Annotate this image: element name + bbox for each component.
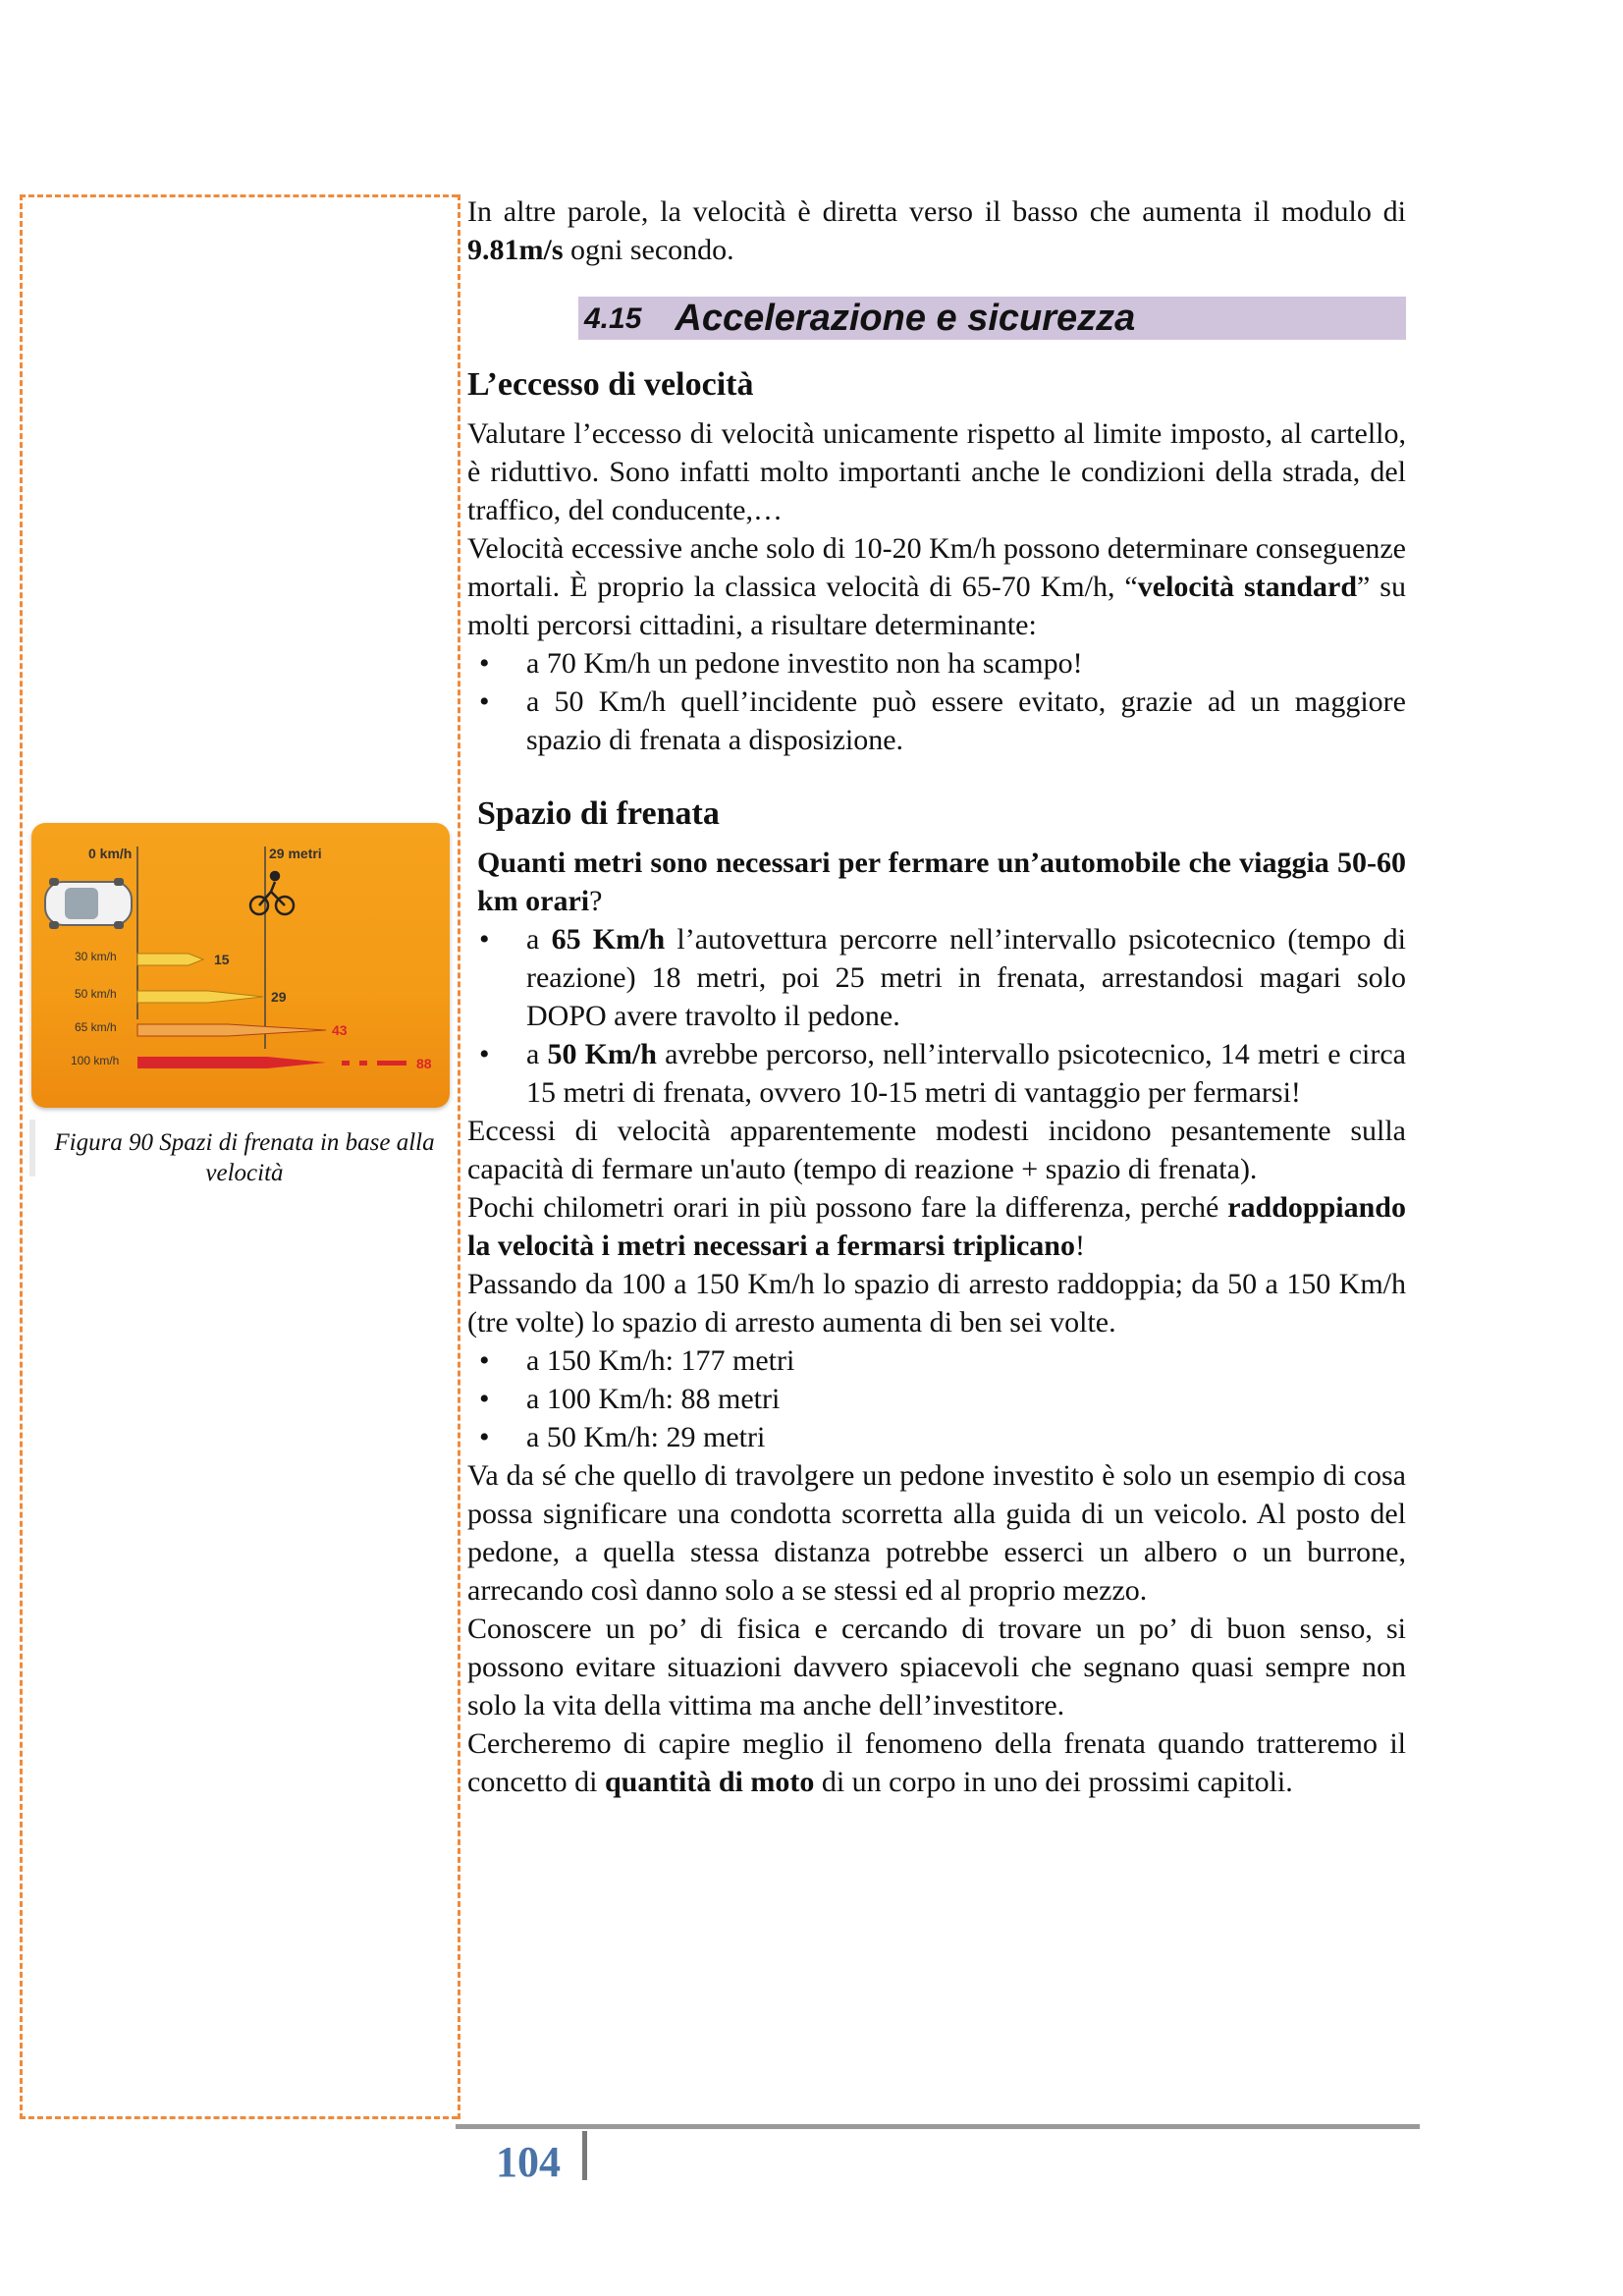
b2-bold: 50 Km/h — [547, 1038, 657, 1070]
list-item — [467, 683, 1406, 759]
heading-eccesso: L’eccesso di velocità — [467, 366, 754, 403]
main-text-column — [467, 192, 1406, 1801]
eccesso-paragraph-2 — [467, 529, 1406, 644]
row-50 — [75, 987, 287, 1005]
list-item — [467, 1341, 1406, 1380]
intro-bold: 9.81m/s — [467, 234, 564, 266]
bullet-icon: • — [479, 1344, 490, 1377]
list-item — [467, 920, 1406, 1035]
page-number-bar — [582, 2131, 587, 2180]
eccesso-paragraph-1: Valutare l’eccesso di velocità unicamente rispetto al limite imposto, al cartello, è riduttivo. Sono infatti molto importanti anche le condizioni della strada, del traffico, del conducente,… — [467, 417, 1406, 526]
figure-label-0kmh: 0 km/h — [88, 846, 133, 861]
row-100 — [71, 1054, 432, 1071]
row-65 — [75, 1020, 348, 1038]
row-value: 15 — [214, 952, 230, 967]
bullet-icon: • — [479, 923, 490, 956]
figure-label-29m: 29 metri — [269, 846, 322, 861]
figure-caption: Figura 90 Spazi di frenata in base alla velocità — [54, 1129, 435, 1186]
frenata-paragraph-5: Conoscere un po’ di fisica e cercando di trovare un po’ di buon senso, si possono evitare situazioni davvero spiacevoli che segnano quasi sempre non solo la vita della vittima ma anche dell’investitore. — [467, 1613, 1406, 1722]
eccesso-p2-b: ” su molti percorsi cittadini, a risultare determinante: — [467, 571, 1406, 641]
frenata-paragraph-2 — [467, 1188, 1406, 1265]
b2-text: avrebbe percorso, nell’intervallo psicotecnico, 14 metri e circa 15 metri di frenata, ovvero 10-15 metri di vantaggio per fermarsi! — [526, 1038, 1406, 1109]
row-speed-label: 50 km/h — [75, 987, 117, 1001]
p2-a: Pochi chilometri orari in più possono fare la differenza, perché — [467, 1191, 1228, 1224]
distance-list — [467, 1341, 1406, 1456]
bullet-icon: • — [479, 1383, 490, 1415]
braking-distance-figure — [31, 823, 450, 1108]
list-item — [467, 1418, 1406, 1456]
row-speed-label: 65 km/h — [75, 1020, 117, 1034]
frenata-paragraph-6 — [467, 1724, 1406, 1801]
margin-divider — [458, 194, 460, 2119]
eccesso-p2-a: Velocità eccessive anche solo di 10-20 Km/h possono determinare conseguenze mortali. È proprio la classica velocità di 65-70 Km/h, “ — [467, 532, 1406, 603]
braking-distance-illustration — [31, 823, 450, 1108]
list-item-text: a 50 Km/h quell’incidente può essere evitato, grazie ad un maggiore spazio di frenata a disposizione. — [526, 685, 1406, 756]
row-value: 88 — [416, 1056, 432, 1071]
bullet-icon: • — [479, 685, 490, 718]
b1-pre: a — [526, 923, 552, 956]
page-number: 104 — [496, 2138, 561, 2186]
eccesso-bullets — [467, 644, 1406, 759]
intro-text: In altre parole, la velocità è diretta verso il basso che aumenta il modulo di — [467, 195, 1406, 228]
bullet-icon: • — [479, 1421, 490, 1453]
frenata-paragraph-3: Passando da 100 a 150 Km/h lo spazio di arresto raddoppia; da 50 a 150 Km/h (tre volte) lo spazio di arresto aumenta di ben sei volte. — [467, 1268, 1406, 1339]
list-item-text: a 70 Km/h un pedone investito non ha scampo! — [526, 647, 1083, 680]
row-value: 43 — [332, 1022, 348, 1038]
intro-paragraph — [467, 192, 1406, 269]
cyclist-icon — [250, 872, 294, 914]
p2-bold: raddoppiando la velocità i metri necessari a fermarsi triplicano — [467, 1191, 1406, 1262]
frenata-question — [477, 844, 1406, 920]
row-speed-label: 100 km/h — [71, 1054, 120, 1067]
p2-b: ! — [1074, 1230, 1085, 1262]
row-value: 29 — [271, 989, 287, 1005]
b1-bold: 65 Km/h — [551, 923, 666, 956]
question-tail: ? — [589, 885, 603, 917]
section-heading-bar — [578, 297, 1406, 340]
section-number: 4.15 — [584, 301, 642, 335]
section-title: Accelerazione e sicurezza — [675, 297, 1136, 339]
list-item-text: a 150 Km/h: 177 metri — [526, 1344, 795, 1377]
question-bold: Quanti metri sono necessari per fermare un’automobile che viaggia 50-60 km orari — [477, 847, 1406, 917]
car-icon — [45, 878, 132, 929]
bullet-icon: • — [479, 647, 490, 680]
intro-tail: ogni secondo. — [563, 234, 734, 266]
p6-bold: quantità di moto — [604, 1766, 815, 1798]
frenata-bullets — [467, 920, 1406, 1112]
list-item — [467, 644, 1406, 683]
list-item — [467, 1035, 1406, 1112]
frenata-paragraph-4: Va da sé che quello di travolgere un pedone investito è solo un esempio di cosa possa significare una condotta scorretta alla guida di un veicolo. Al posto del pedone, a quella stessa distanza potrebbe esserci un albero o un burrone, arrecando così danno solo a se stessi ed al proprio mezzo. — [467, 1459, 1406, 1607]
b1-text: l’autovettura percorre nell’intervallo psicotecnico (tempo di reazione) 18 metri, poi 25 metri in frenata, arrestandosi magari solo DOPO avere travolto il pedone. — [526, 923, 1406, 1032]
bullet-icon: • — [479, 1038, 490, 1070]
footer-rule — [456, 2124, 1420, 2129]
p6-a: Cercheremo di capire meglio il fenomeno della frenata quando tratteremo il concetto di — [467, 1727, 1406, 1798]
eccesso-p2-bold: velocità standard — [1137, 571, 1358, 603]
list-item — [467, 1380, 1406, 1418]
frenata-paragraph-1: Eccessi di velocità apparentemente modesti incidono pesantemente sulla capacità di fermare un'auto (tempo di reazione + spazio di frenata). — [467, 1115, 1406, 1185]
p6-b: di un corpo in uno dei prossimi capitoli. — [814, 1766, 1293, 1798]
b2-pre: a — [526, 1038, 548, 1070]
heading-frenata: Spazio di frenata — [477, 795, 720, 832]
list-item-text: a 100 Km/h: 88 metri — [526, 1383, 781, 1415]
row-30 — [75, 950, 230, 967]
list-item-text: a 50 Km/h: 29 metri — [526, 1421, 766, 1453]
row-speed-label: 30 km/h — [75, 950, 117, 963]
